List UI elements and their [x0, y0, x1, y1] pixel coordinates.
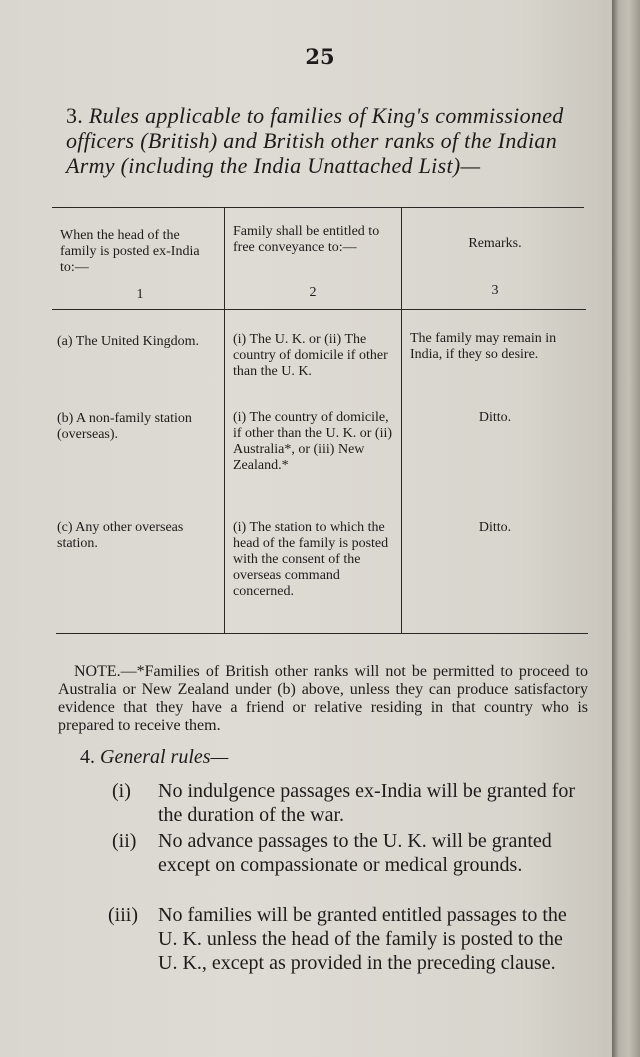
- general-rule-iii-number: (iii): [108, 904, 138, 926]
- table-row-c-col1: (c) Any other overseas station.: [57, 520, 184, 551]
- table-row-a-col3: The family may remain in India, if they so desire.: [410, 331, 557, 362]
- table-header-col2: Family shall be entitled to free conveyance to:—: [233, 224, 380, 255]
- general-rule-ii-number: (ii): [112, 830, 137, 852]
- general-rule-iii: [108, 903, 586, 1003]
- general-rule-ii-text: No advance passages to the U. K. will be granted except on compassionate or medical grounds.: [158, 830, 552, 876]
- table-row-b-col3: Ditto.: [478, 410, 512, 425]
- general-rule-i: [112, 779, 590, 831]
- adjacent-page-edge: [612, 0, 640, 1057]
- section-4-title: General rules—: [100, 746, 229, 768]
- table-column-divider-1: [224, 208, 225, 633]
- table-header-col1: When the head of the family is posted ex-India to:—: [60, 228, 200, 275]
- general-rule-i-text: No indulgence passages ex-India will be granted for the duration of the war.: [158, 780, 576, 826]
- table-header-rule: [52, 309, 586, 310]
- table-row-b-col1: (b) A non-family station (overseas).: [57, 411, 192, 442]
- general-rule-ii: [112, 829, 590, 907]
- general-rule-iii-text: No families will be granted entitled passages to the U. K. unless the head of the family is posted to the U. K., except as provided in the preceding clause.: [158, 904, 567, 974]
- general-rule-i-number: (i): [112, 780, 131, 802]
- section-3-title: Rules applicable to families of King's commissioned officers (British) and British other ranks of the Indian Army (including the India Unattached List)—: [66, 103, 564, 178]
- table-row-c-col3: Ditto.: [478, 520, 512, 535]
- table-row-c-col2: (i) The station to which the head of the family is posted with the consent of the overseas command concerned.: [233, 520, 389, 599]
- table-column-divider-2: [401, 208, 402, 633]
- table-row-b-col2: (i) The country of domicile, if other than the U. K. or (ii) Australia*, or (iii) New Zealand.*: [233, 410, 393, 473]
- table-header-col2-number: 2: [309, 285, 317, 300]
- table-bottom-rule: [56, 633, 588, 634]
- section-4-heading: [80, 746, 228, 769]
- table-top-rule: [52, 207, 584, 208]
- table-header-col1-number: 1: [136, 287, 144, 302]
- table-header-col3-number: 3: [491, 283, 499, 298]
- section-3-number: 3.: [66, 103, 84, 128]
- table-header-col3: Remarks.: [468, 236, 522, 251]
- page-number: 25: [305, 44, 335, 69]
- table-row-a-col1: (a) The United Kingdom.: [57, 334, 200, 349]
- table-note: NOTE.—*Families of British other ranks will not be permitted to proceed to Australia or New Zealand under (b) above, unless they can produce satisfactory evidence that they have a friend or relative residing in that country who is prepared to receive them.: [58, 663, 588, 734]
- section-4-number: 4.: [80, 746, 95, 768]
- section-3-heading: [66, 103, 591, 178]
- table-row-a-col2: (i) The U. K. or (ii) The country of domicile if other than the U. K.: [233, 332, 388, 379]
